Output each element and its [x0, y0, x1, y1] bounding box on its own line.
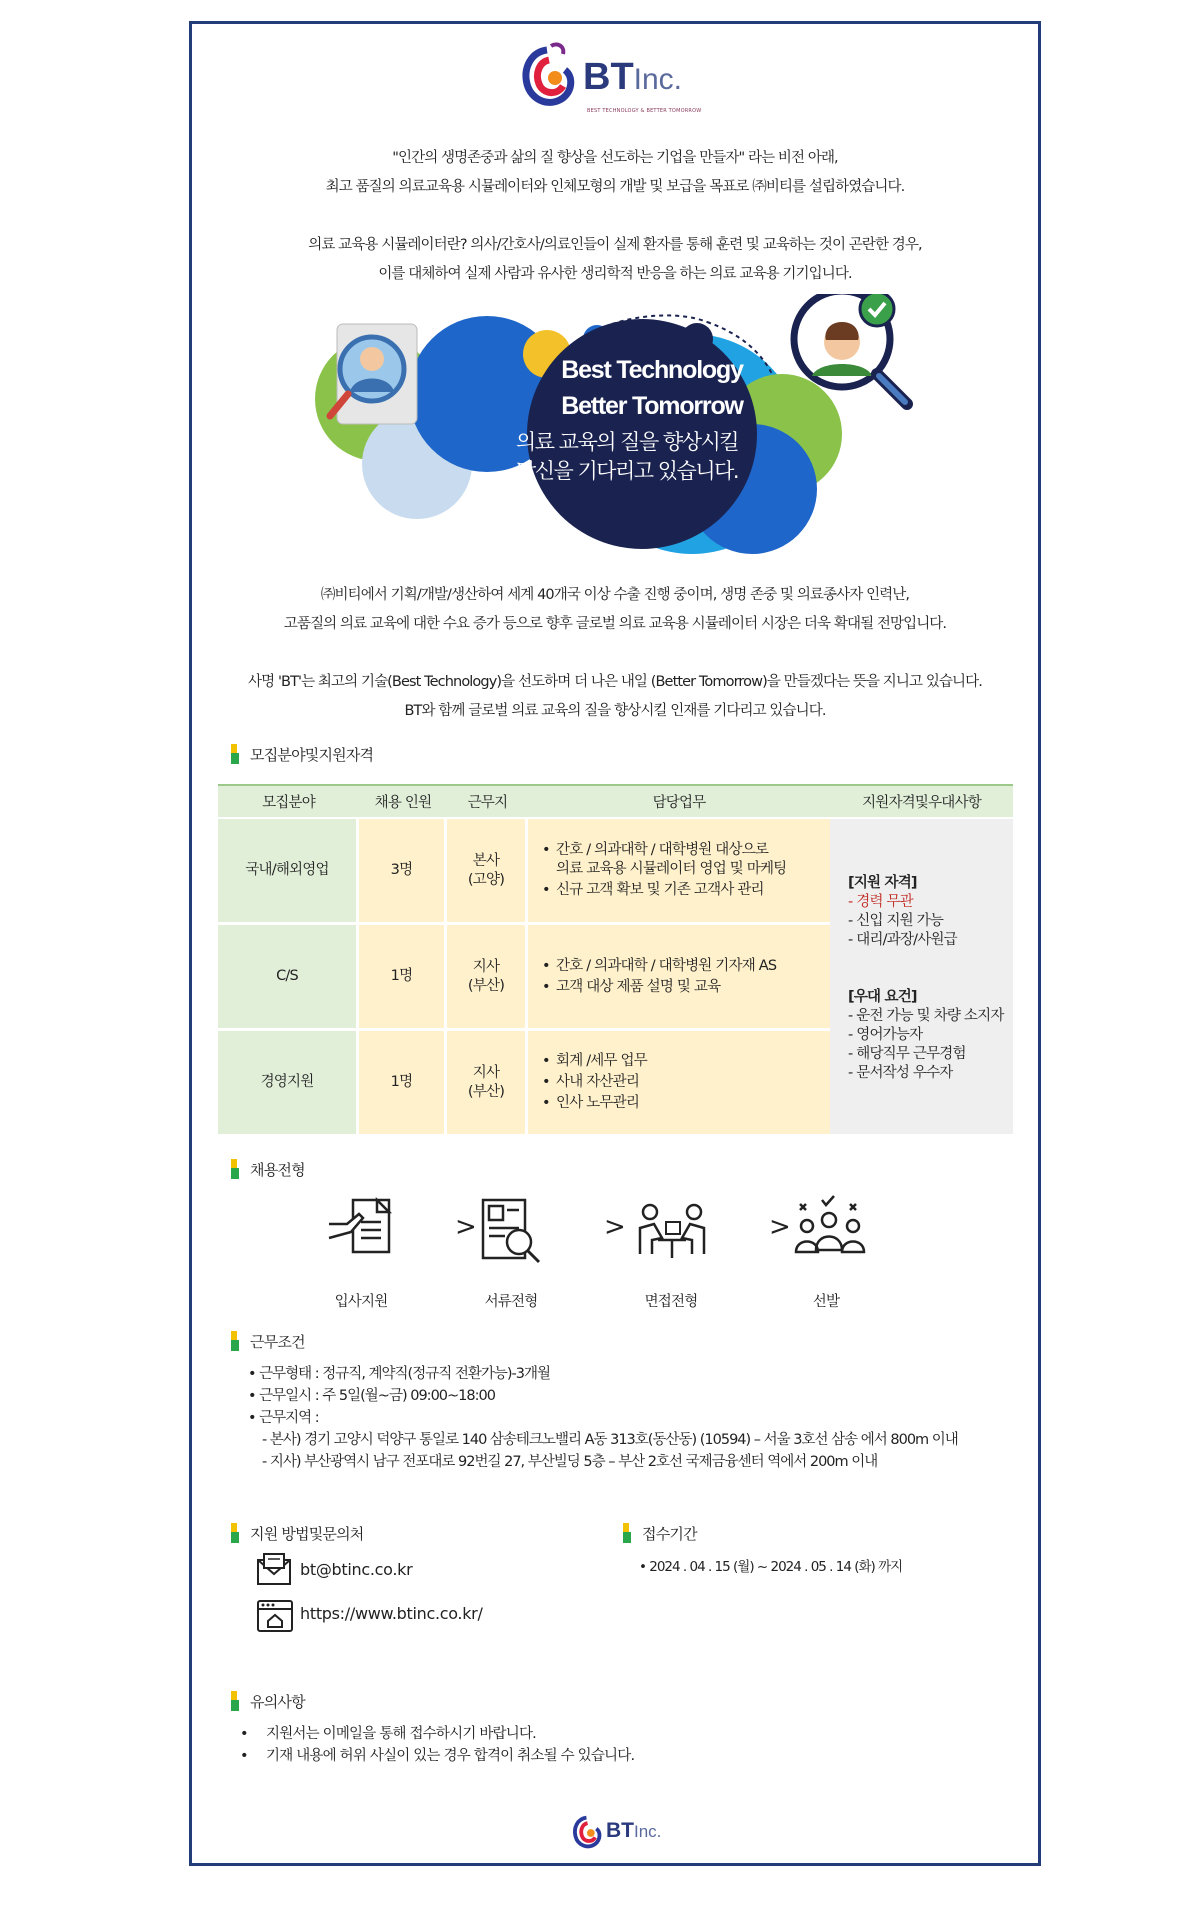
table-cell-count: 1명 [359, 925, 444, 1028]
process-steps [192, 1194, 1044, 1314]
table-cell-place [447, 925, 525, 1028]
duty-item: • 신규 고객 확보 및 기존 고객사 관리 [542, 881, 786, 900]
apply-section-title [228, 1523, 364, 1544]
intro-line: 의료 교육용 시뮬레이터란? 의사/간호사/의료인들이 실제 환자를 통해 훈련 및 교육하는 것이 곤란한 경우, [308, 237, 922, 253]
notes-list [238, 1723, 634, 1767]
conditions-section-title [228, 1331, 305, 1352]
condition-type: • 근무형태 : 정규직, 계약직(정규직 전환가능)-3개월 [248, 1366, 550, 1382]
table-header-duty: 담당업무 [528, 784, 830, 817]
place-line: 지사 [472, 958, 500, 975]
table-cell-duty [528, 819, 830, 922]
banner-illustration [312, 294, 932, 584]
section-marker-icon [228, 1523, 244, 1543]
conditions-title-text: 근무조건 [250, 1333, 305, 1351]
qualification-text [848, 874, 1004, 1083]
process-title-text: 채용전형 [250, 1161, 305, 1179]
req-item: - 대리/과장/사원급 [848, 932, 957, 948]
duty-text: 간호 / 의과대학 / 대학병원 대상으로 [556, 842, 769, 858]
apply-website[interactable]: https://www.btinc.co.kr/ [300, 1604, 483, 1623]
about-line: BT와 함께 글로벌 의료 교육의 질을 향상시킬 인재를 기다리고 있습니다. [404, 703, 826, 719]
bt-logo-mark-icon [517, 42, 579, 114]
document-review-icon [475, 1194, 547, 1266]
recruit-title-text: 모집분야및지원자격 [250, 746, 374, 764]
duty-item: • 간호 / 의과대학 / 대학병원 기자재 AS [542, 957, 776, 976]
table-header-place: 근무지 [447, 784, 528, 817]
table-cell-count: 1명 [359, 1031, 444, 1134]
table-header-count: 채용 인원 [359, 784, 447, 817]
duty-text: 의료 교육용 시뮬레이터 영업 및 마케팅 [556, 861, 787, 877]
section-marker-icon [228, 1159, 244, 1179]
table-cell-duty [528, 925, 830, 1028]
website-icon [256, 1599, 294, 1633]
duty-item [542, 841, 786, 879]
duty-item: • 사내 자산관리 [542, 1073, 647, 1092]
period-title-text: 접수기간 [642, 1525, 697, 1543]
banner-line-4: 당신을 기다리고 있습니다. [515, 459, 739, 483]
section-marker-icon [228, 744, 244, 764]
logo-suffix: Inc. [634, 1822, 662, 1841]
email-icon [256, 1552, 292, 1586]
process-arrow: > [455, 1212, 477, 1242]
process-arrow: > [769, 1212, 791, 1242]
about-text [192, 581, 1038, 726]
section-marker-icon [228, 1691, 244, 1711]
step-label-document: 서류전형 [484, 1294, 538, 1310]
recruit-section-title [228, 744, 373, 765]
banner-line-2: Better Tomorrow [561, 392, 743, 420]
place-line: (고양) [467, 871, 505, 888]
resume-search-icon [330, 324, 417, 424]
pref-title: [우대 요건] [848, 989, 917, 1005]
apply-email[interactable]: bt@btinc.co.kr [300, 1560, 413, 1579]
logo-brand: BT [606, 1819, 634, 1842]
logo-suffix: Inc. [633, 63, 683, 96]
selection-icon [792, 1194, 872, 1266]
top-logo [517, 42, 737, 122]
logo-brand: BT [583, 56, 634, 98]
pref-item: - 운전 가능 및 차량 소지자 [848, 1008, 1004, 1024]
banner-title [502, 352, 802, 424]
about-line: 고품질의 의료 교육에 대한 수요 증가 등으로 향후 글로벌 의료 교육용 시뮬레이터 시장은 더욱 확대될 전망입니다. [283, 616, 947, 632]
condition-region: • 근무지역 : [248, 1410, 319, 1426]
banner-subtitle [477, 428, 777, 486]
pref-item: - 영어가능자 [848, 1027, 923, 1043]
intro-line: "인간의 생명존중과 삶의 질 향상을 선도하는 기업을 만들자" 라는 비전 아래, [392, 150, 838, 166]
about-line: 사명 'BT'는 최고의 기술(Best Technology)을 선도하며 더 나은 내일 (Better Tomorrow)을 만들겠다는 뜻을 지니고 있습니다. [248, 674, 982, 690]
table-cell-qualification [830, 819, 1013, 1134]
bt-logo-mark-icon [570, 1813, 604, 1853]
place-line: 본사 [472, 852, 500, 869]
place-line: (부산) [467, 1083, 505, 1100]
place-line: 지사 [472, 1064, 500, 1081]
duty-item: • 인사 노무관리 [542, 1094, 647, 1113]
table-cell-place [447, 1031, 525, 1134]
interview-icon [632, 1194, 712, 1266]
table-header-qualification: 지원자격및우대사항 [830, 784, 1013, 817]
condition-hq: - 본사) 경기 고양시 덕양구 통일로 140 삼송테크노밸리 A동 313호(동산동) (10594) – 서울 3호선 삼송 에서 800m 이내 [262, 1432, 958, 1448]
table-cell-field: 국내/해외영업 [218, 819, 356, 922]
step-label-interview: 면접전형 [644, 1294, 698, 1310]
period-section-title [620, 1523, 697, 1544]
note-item: • 기재 내용에 허위 사실이 있는 경우 합격이 취소될 수 있습니다. [238, 1745, 634, 1767]
table-cell-field: C/S [218, 925, 356, 1028]
section-marker-icon [228, 1331, 244, 1351]
pref-item: - 문서작성 우수자 [848, 1065, 953, 1081]
bottom-logo [570, 1813, 690, 1857]
condition-branch: - 지사) 부산광역시 남구 전포대로 92번길 27, 부산빌딩 5층 – 부산 2호선 국제금융센터 역에서 200m 이내 [262, 1454, 878, 1470]
pref-item: - 해당직무 근무경험 [848, 1046, 966, 1062]
intro-line: 최고 품질의 의료교육용 시뮬레이터와 인체모형의 개발 및 보급을 목표로 ㈜비티를 설립하였습니다. [325, 179, 905, 195]
duty-item: • 고객 대상 제품 설명 및 교육 [542, 978, 776, 997]
condition-days: • 근무일시 : 주 5일(월~금) 09:00~18:00 [248, 1388, 495, 1404]
process-section-title [228, 1159, 305, 1180]
req-title: [지원 자격] [848, 875, 917, 891]
table-header-field: 모집분야 [218, 784, 359, 817]
notes-section-title [228, 1691, 305, 1712]
table-cell-count: 3명 [359, 819, 444, 922]
step-label-selection: 선발 [812, 1294, 840, 1310]
table-cell-place [447, 819, 525, 922]
application-icon [325, 1194, 397, 1266]
table-cell-field: 경영지원 [218, 1031, 356, 1134]
banner-line-3: 의료 교육의 질을 향상시킬 [515, 430, 739, 454]
note-item: • 지원서는 이메일을 통해 접수하시기 바랍니다. [238, 1723, 634, 1745]
duty-item: • 회계 /세무 업무 [542, 1052, 647, 1071]
poster-frame [189, 21, 1041, 1866]
period-text: • 2024 . 04 . 15 (월) ~ 2024 . 05 . 14 (화) 까지 [639, 1559, 903, 1575]
step-label-apply: 입사지원 [334, 1294, 388, 1310]
logo-tagline: BEST TECHNOLOGY & BETTER TOMORROW [587, 108, 702, 114]
intro-text [192, 144, 1038, 289]
about-line: ㈜비티에서 기획/개발/생산하여 세계 40개국 이상 수출 진행 중이며, 생명 존중 및 의료종사자 인력난, [320, 587, 910, 603]
notes-title-text: 유의사항 [250, 1693, 305, 1711]
intro-line: 이를 대체하여 실제 사람과 유사한 생리학적 반응을 하는 의료 교육용 기기입니다. [378, 266, 852, 282]
table-cell-duty [528, 1031, 830, 1134]
process-arrow: > [604, 1212, 626, 1242]
section-marker-icon [620, 1523, 636, 1543]
banner-line-1: Best Technology [561, 356, 743, 384]
apply-title-text: 지원 방법및문의처 [250, 1525, 364, 1543]
req-item: - 경력 무관 [848, 894, 913, 910]
req-item: - 신입 지원 가능 [848, 913, 944, 929]
place-line: (부산) [467, 977, 505, 994]
